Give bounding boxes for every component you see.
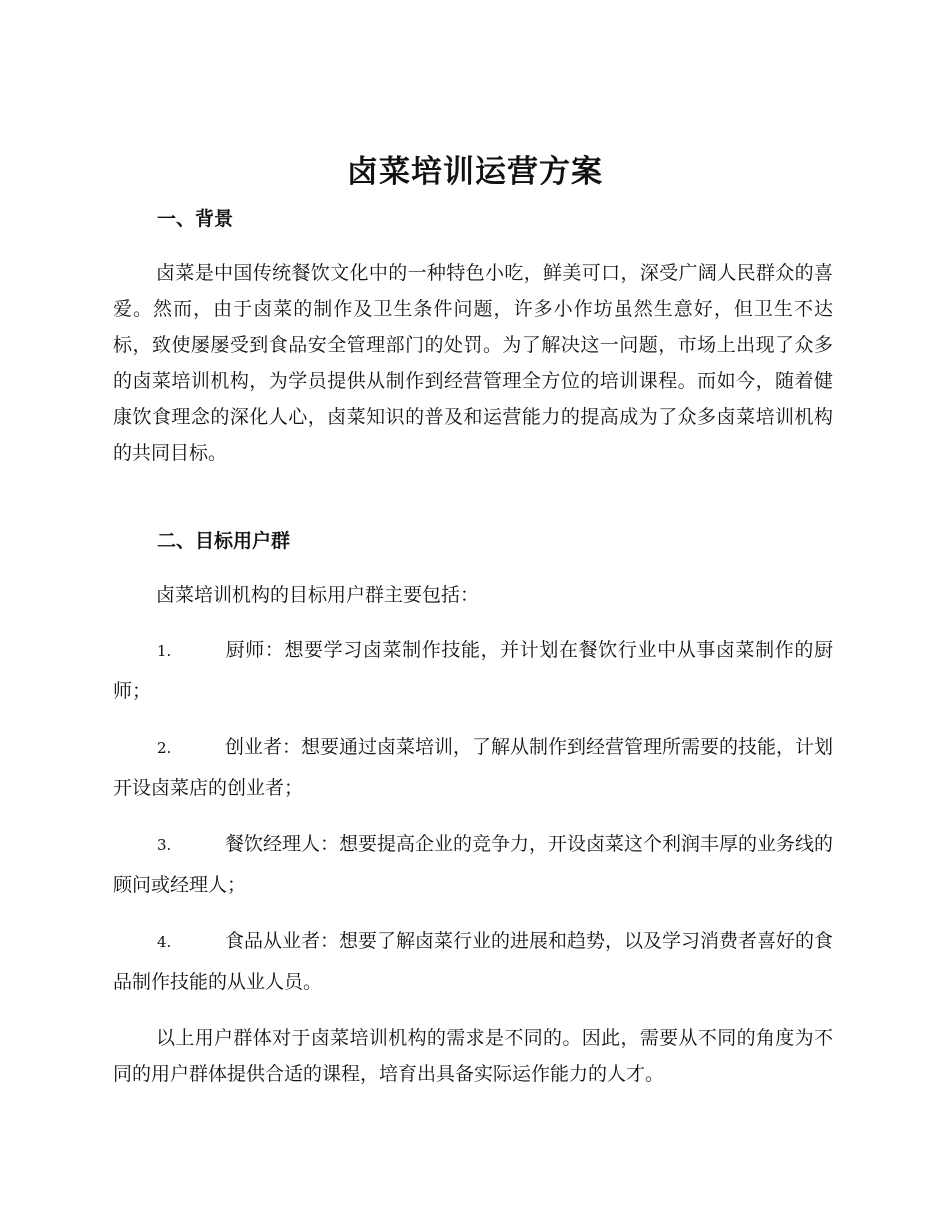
background-paragraph: 卤菜是中国传统餐饮文化中的一种特色小吃，鲜美可口，深受广阔人民群众的喜爱。然而，由于卤菜的制作及卫生条件问题，许多小作坊虽然生意好，但卫生不达标，致使屡屡受到食品安全管理部门的处罚。为了解决这一问题，市场上出现了众多的卤菜培训机构，为学员提供从制作到经营管理全方位的培训课程。而如今，随着健康饮食理念的深化人心，卤菜知识的普及和运营能力的提高成为了众多卤菜培训机构的共同目标。: [113, 262, 833, 464]
section-heading-target-users: 二、目标用户群: [157, 530, 291, 552]
list-item: [113, 824, 833, 905]
target-users-intro: 卤菜培训机构的目标用户群主要包括：: [156, 584, 480, 606]
list-item-text: 食品从业者：想要了解卤菜行业的进展和趋势，以及学习消费者喜好的食品制作技能的从业人员。: [113, 930, 834, 993]
list-item-text: 厨师：想要学习卤菜制作技能，并计划在餐饮行业中从事卤菜制作的厨师；: [113, 639, 833, 702]
list-item-text: 创业者：想要通过卤菜培训，了解从制作到经营管理所需要的技能，计划开设卤菜店的创业者；: [113, 736, 834, 799]
list-item: [113, 630, 833, 711]
list-item-number: 4.: [157, 933, 172, 951]
list-item-text: 餐饮经理人：想要提高企业的竞争力，开设卤菜这个利润丰厚的业务线的顾问或经理人；: [113, 833, 834, 896]
document-title: 卤菜培训运营方案: [347, 154, 603, 190]
target-users-closing: 以上用户群体对于卤菜培训机构的需求是不同的。因此，需要从不同的角度为不同的用户群体提供合适的课程，培育出具备实际运作能力的人才。: [113, 1027, 833, 1085]
section-heading-background: 一、背景: [157, 208, 234, 230]
list-item-number: 3.: [157, 836, 172, 854]
list-item: [113, 921, 833, 1002]
list-item-number: 2.: [157, 739, 172, 757]
list-item: [113, 727, 833, 808]
list-item-number: 1.: [157, 642, 172, 660]
